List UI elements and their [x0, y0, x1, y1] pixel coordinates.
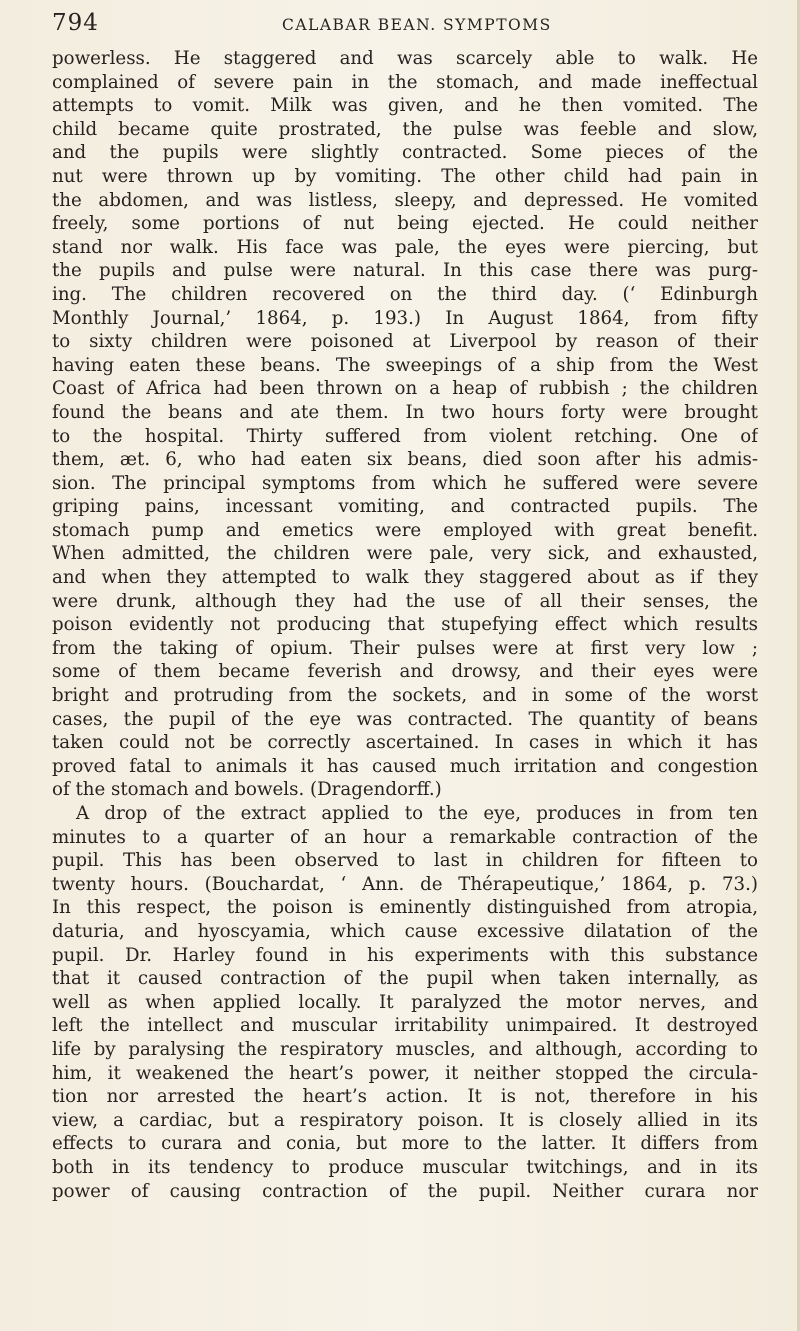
- body-text: [52, 47, 758, 1203]
- text-line: were drunk, although they had the use of all their senses, the: [52, 590, 758, 612]
- text-line: stomach pump and emetics were employed with great benefit.: [52, 519, 758, 541]
- text-line: attempts to vomit. Milk was given, and he then vomited. The: [52, 95, 758, 117]
- text-line: pupil. This has been observed to last in children for fifteen to: [52, 850, 758, 872]
- text-line: pupil. Dr. Harley found in his experiments with this substance: [52, 944, 758, 966]
- text-line: them, æt. 6, who had eaten six beans, died soon after his admis-: [52, 449, 758, 471]
- text-line: minutes to a quarter of an hour a remarkable contraction of the: [52, 826, 758, 848]
- text-line: having eaten these beans. The sweepings of a ship from the West: [52, 354, 758, 376]
- text-line: nut were thrown up by vomiting. The other child had pain in: [52, 165, 758, 187]
- text-line: poison evidently not producing that stupefying effect which results: [52, 614, 758, 636]
- text-line: taken could not be correctly ascertained. In cases in which it has: [52, 732, 758, 754]
- text-line: view, a cardiac, but a respiratory poison. It is closely allied in its: [52, 1109, 758, 1131]
- text-line: stand nor walk. His face was pale, the eyes were piercing, but: [52, 236, 758, 258]
- text-line: complained of severe pain in the stomach, and made ineffectual: [52, 71, 758, 93]
- text-line: left the intellect and muscular irritability unimpaired. It destroyed: [52, 1015, 758, 1037]
- text-line: Monthly Journal,’ 1864, p. 193.) In August 1864, from fifty: [52, 307, 758, 329]
- running-head: CALABAR BEAN. SYMPTOMS: [282, 16, 552, 34]
- text-line: sion. The principal symptoms from which he suffered were severe: [52, 472, 758, 494]
- text-line: and the pupils were slightly contracted. Some pieces of the: [52, 142, 758, 164]
- text-line: When admitted, the children were pale, very sick, and exhausted,: [52, 543, 758, 565]
- text-line: twenty hours. (Bouchardat, ‘ Ann. de Thérapeutique,’ 1864, p. 73.): [52, 873, 758, 895]
- text-line: A drop of the extract applied to the eye, produces in from ten: [76, 803, 758, 824]
- text-line: griping pains, incessant vomiting, and contracted pupils. The: [52, 496, 758, 518]
- text-line: him, it weakened the heart’s power, it neither stopped the circula-: [52, 1062, 758, 1084]
- text-line: In this respect, the poison is eminently distinguished from atropia,: [52, 897, 758, 919]
- text-line: and when they attempted to walk they staggered about as if they: [52, 567, 758, 589]
- text-line: both in its tendency to produce muscular twitchings, and in its: [52, 1156, 758, 1178]
- text-line: life by paralysing the respiratory muscles, and although, according to: [52, 1038, 758, 1060]
- text-line: power of causing contraction of the pupil. Neither curara nor: [52, 1180, 758, 1202]
- text-line: to sixty children were poisoned at Liverpool by reason of their: [52, 331, 758, 353]
- text-line: powerless. He staggered and was scarcely able to walk. He: [52, 48, 758, 69]
- text-line: to the hospital. Thirty suffered from violent retching. One of: [52, 425, 758, 447]
- text-line: effects to curara and conia, but more to the latter. It differs from: [52, 1133, 758, 1155]
- text-line: found the beans and ate them. In two hours forty were brought: [52, 401, 758, 423]
- text-line: the abdomen, and was listless, sleepy, and depressed. He vomited: [52, 189, 758, 211]
- page-number: 794: [52, 10, 99, 36]
- text-line: that it caused contraction of the pupil when taken internally, as: [52, 968, 758, 990]
- text-line: cases, the pupil of the eye was contracted. The quantity of beans: [52, 708, 758, 730]
- text-line: proved fatal to animals it has caused much irritation and congestion: [52, 755, 758, 777]
- text-line: Coast of Africa had been thrown on a heap of rubbish ; the children: [52, 378, 758, 400]
- text-line: some of them became feverish and drowsy, and their eyes were: [52, 661, 758, 683]
- text-line: bright and protruding from the sockets, and in some of the worst: [52, 685, 758, 707]
- text-line: tion nor arrested the heart’s action. It is not, therefore in his: [52, 1086, 758, 1108]
- text-line: ing. The children recovered on the third day. (‘ Edinburgh: [52, 283, 758, 305]
- text-line: daturia, and hyoscyamia, which cause excessive dilatation of the: [52, 920, 758, 942]
- text-line: of the stomach and bowels. (Dragendorff.): [52, 779, 442, 801]
- text-line: well as when applied locally. It paralyzed the motor nerves, and: [52, 991, 758, 1013]
- text-line: freely, some portions of nut being ejected. He could neither: [52, 213, 758, 235]
- page-header: [52, 6, 752, 44]
- text-line: the pupils and pulse were natural. In this case there was purg-: [52, 260, 758, 282]
- text-line: from the taking of opium. Their pulses were at first very low ;: [52, 637, 758, 659]
- text-line: child became quite prostrated, the pulse was feeble and slow,: [52, 118, 758, 140]
